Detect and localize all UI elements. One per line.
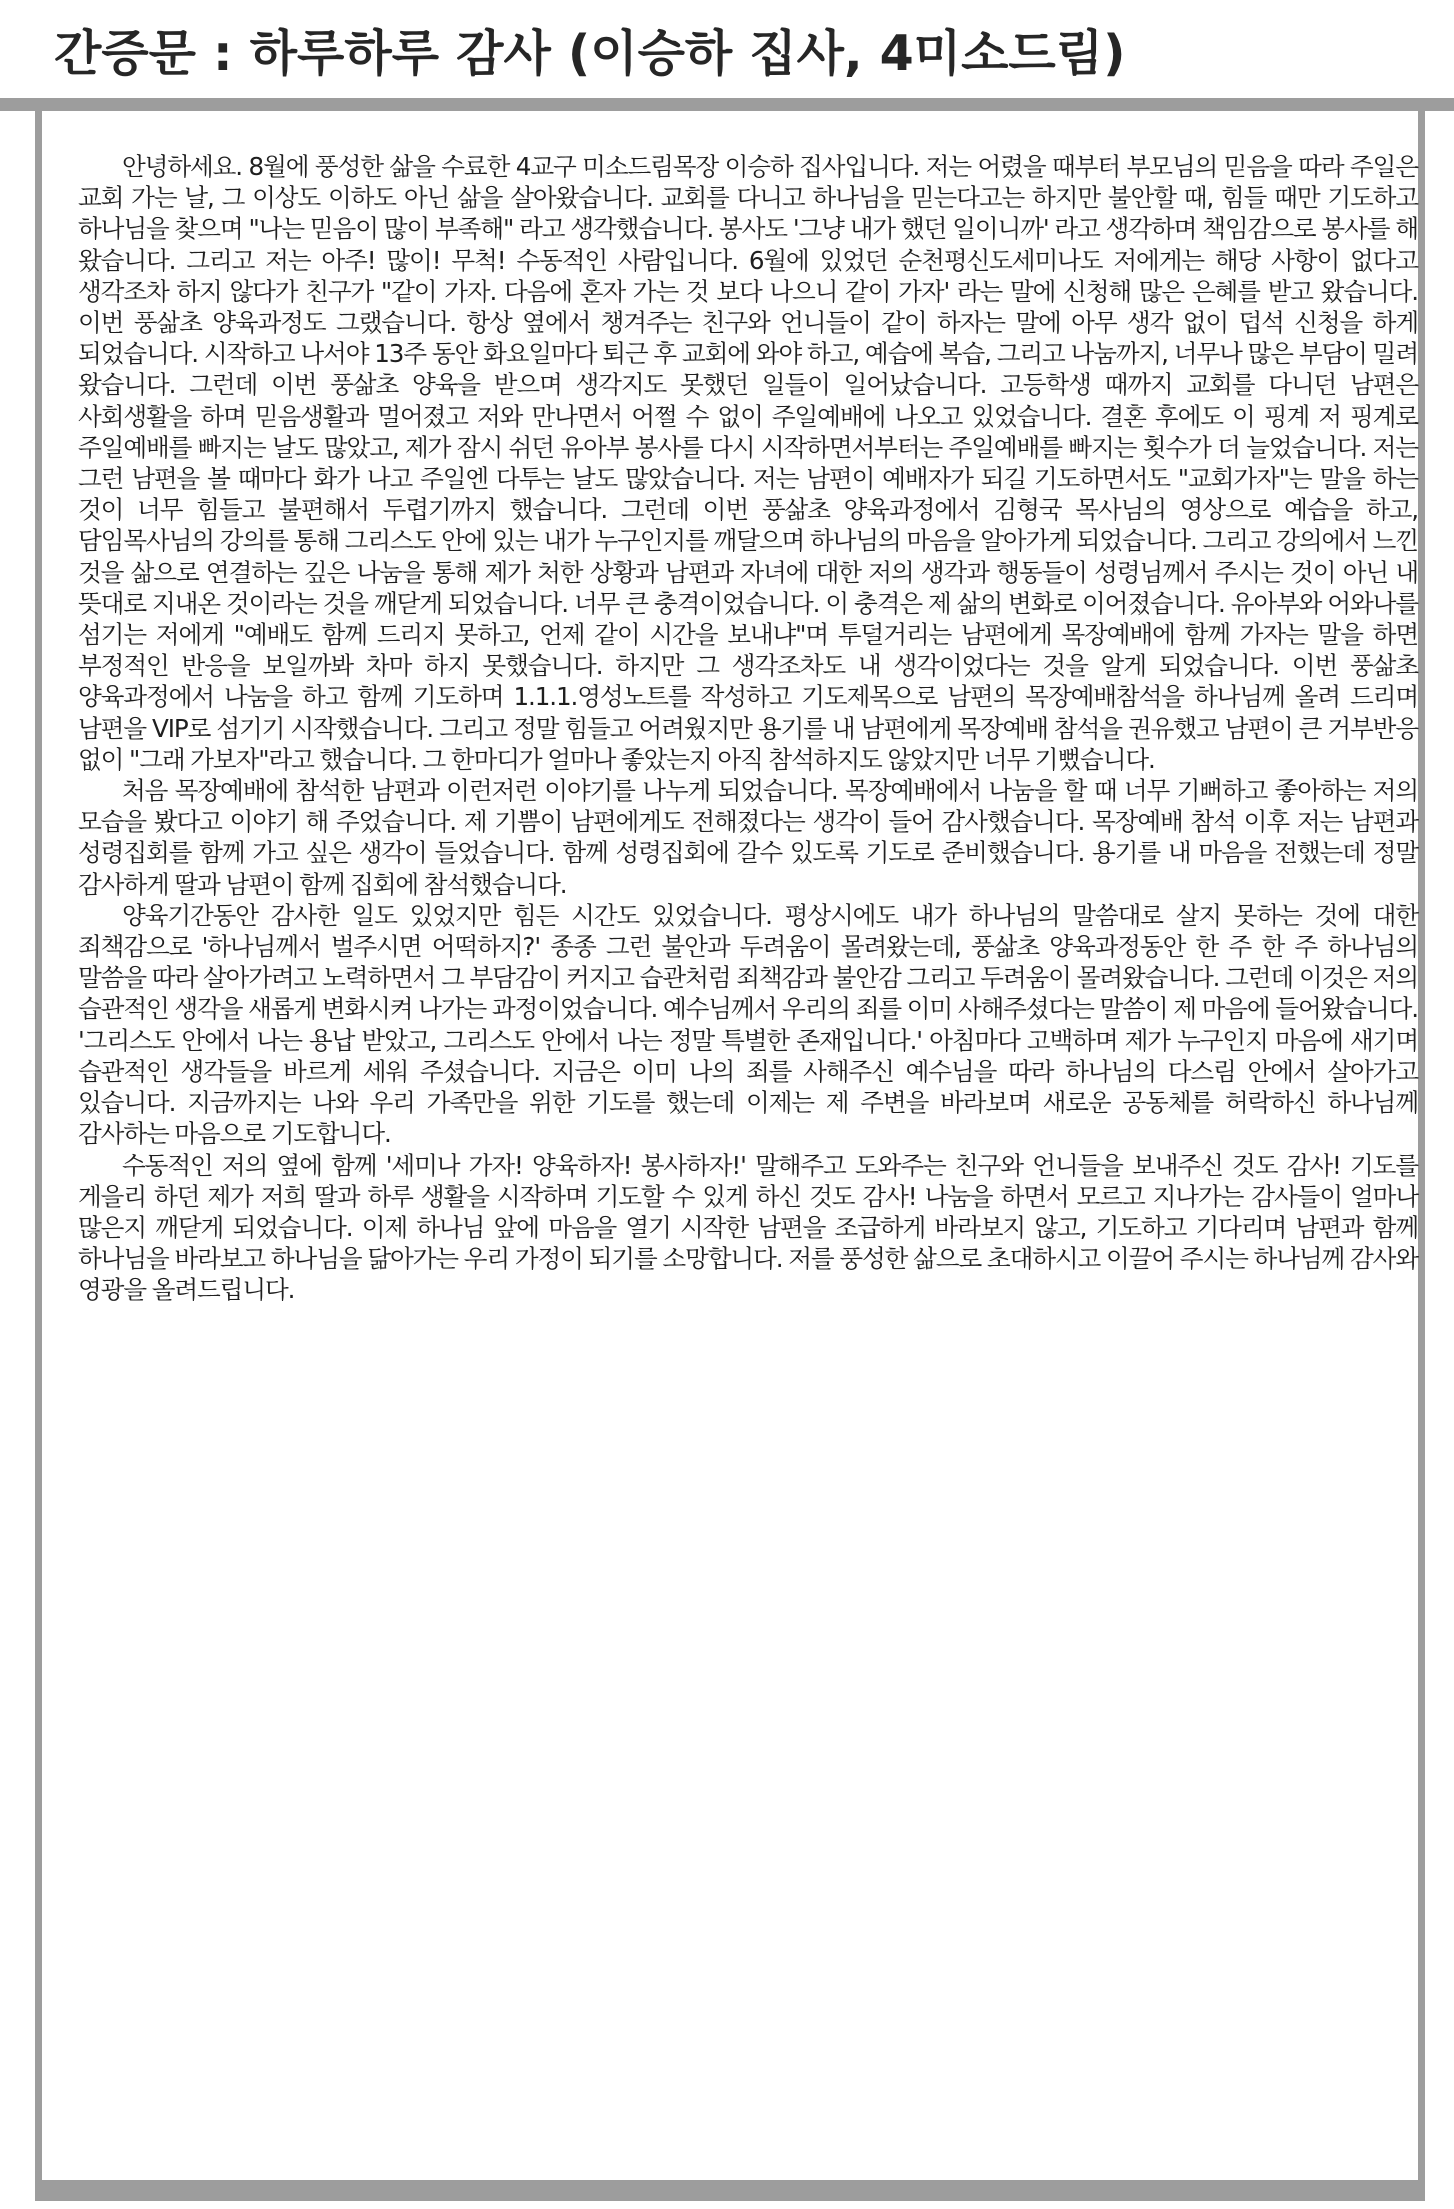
title-divider [0, 98, 1454, 111]
paragraph-2: 처음 목장예배에 참석한 남편과 이런저런 이야기를 나누게 되었습니다. 목장예배에서 나눔을 할 때 너무 기뻐하고 좋아하는 저의 모습을 봤다고 이야기 해 주었습니다. 제 기쁨이 남편에게도 전해졌다는 생각이 들어 감사했습니다. 목장예배 참석 이후 저는 남편과 성령집회를 함께 가고 싶은 생각이 들었습니다. 함께 성령집회에 갈수 있도록 기도로 준비했습니다. 용기를 내 마음을 전했는데 정말 감사하게 딸과 남편이 함께 집회에 참석했습니다. [78, 776, 1418, 899]
article-paper [42, 111, 1418, 2180]
bottom-divider [35, 2189, 1425, 2201]
title-bar [0, 0, 1454, 104]
paragraph-1: 안녕하세요. 8월에 풍성한 삶을 수료한 4교구 미소드림목장 이승하 집사입니다. 저는 어렸을 때부터 부모님의 믿음을 따라 주일은 교회 가는 날, 그 이상도 이하도 아닌 삶을 살아왔습니다. 교회를 다니고 하나님을 믿는다고는 하지만 불안할 때, 힘들 때만 기도하고 하나님을 찾으며 "나는 믿음이 많이 부족해" 라고 생각했습니다. 봉사도 '그냥 내가 했던 일이니까' 라고 생각하며 책임감으로 봉사를 해 왔습니다. 그리고 저는 아주! 많이! 무척! 수동적인 사람입니다. 6월에 있었던 순천평신도세미나도 저에게는 해당 사항이 없다고 생각조차 하지 않다가 친구가 "같이 가자. 다음에 혼자 가는 것 보다 나으니 같이 가자' 라는 말에 신청해 많은 은혜를 받고 왔습니다. 이번 풍삶초 양육과정도 그랬습니다. 항상 옆에서 챙겨주는 친구와 언니들이 같이 하자는 말에 아무 생각 없이 덥석 신청을 하게 되었습니다. 시작하고 나서야 13주 동안 화요일마다 퇴근 후 교회에 와야 하고, 예습에 복습, 그리고 나눔까지, 너무나 많은 부담이 밀려 왔습니다. 그런데 이번 풍삶초 양육을 받으며 생각지도 못했던 일들이 일어났습니다. 고등학생 때까지 교회를 다니던 남편은 사회생활을 하며 믿음생활과 멀어졌고 저와 만나면서 어쩔 수 없이 주일예배에 나오고 있었습니다. 결혼 후에도 이 핑계 저 핑계로 주일예배를 빠지는 날도 많았고, 제가 잠시 쉬던 유아부 봉사를 다시 시작하면서부터는 주일예배를 빠지는 횟수가 더 늘었습니다. 저는 그런 남편을 볼 때마다 화가 나고 주일엔 다투는 날도 많았습니다. 저는 남편이 예배자가 되길 기도하면서도 "교회가자"는 말을 하는 것이 너무 힘들고 불편해서 두렵기까지 했습니다. 그런데 이번 풍삶초 양육과정에서 김형국 목사님의 영상으로 예습을 하고, 담임목사님의 강의를 통해 그리스도 안에 있는 내가 누구인지를 깨달으며 하나님의 마음을 알아가게 되었습니다. 그리고 강의에서 느낀 것을 삶으로 연결하는 깊은 나눔을 통해 제가 처한 상황과 남편과 자녀에 대한 저의 생각과 행동들이 성령님께서 주시는 것이 아닌 내 뜻대로 지내온 것이라는 것을 깨닫게 되었습니다. 너무 큰 충격이었습니다. 이 충격은 제 삶의 변화로 이어졌습니다. 유아부와 어와나를 섬기는 저에게 "예배도 함께 드리지 못하고, 언제 같이 시간을 보내냐"며 투덜거리는 남편에게 목장예배에 함께 가자는 말을 하면 부정적인 반응을 보일까봐 차마 하지 못했습니다. 하지만 그 생각조차도 내 생각이었다는 것을 알게 되었습니다. 이번 풍삶초 양육과정에서 나눔을 하고 함께 기도하며 1.1.1.영성노트를 작성하고 기도제목으로 남편의 목장예배참석을 하나님께 올려 드리며 남편을 VIP로 섬기기 시작했습니다. 그리고 정말 힘들고 어려웠지만 용기를 내 남편에게 목장예배 참석을 권유했고 남편이 큰 거부반응 없이 "그래 가보자"라고 했습니다. 그 한마디가 얼마나 좋았는지 아직 참석하지도 않았지만 너무 기뻤습니다. [78, 152, 1418, 774]
paragraph-3: 양육기간동안 감사한 일도 있었지만 힘든 시간도 있었습니다. 평상시에도 내가 하나님의 말씀대로 살지 못하는 것에 대한 죄책감으로 '하나님께서 벌주시면 어떡하지?' 종종 그런 불안과 두려움이 몰려왔는데, 풍삶초 양육과정동안 한 주 한 주 하나님의 말씀을 따라 살아가려고 노력하면서 그 부담감이 커지고 습관처럼 죄책감과 불안감 그리고 두려움이 몰려왔습니다. 그런데 이것은 저의 습관적인 생각을 새롭게 변화시켜 나가는 과정이었습니다. 예수님께서 우리의 죄를 이미 사해주셨다는 말씀이 제 마음에 들어왔습니다. '그리스도 안에서 나는 용납 받았고, 그리스도 안에서 나는 정말 특별한 존재입니다.' 아침마다 고백하며 제가 누구인지 마음에 새기며 습관적인 생각들을 바르게 세워 주셨습니다. 지금은 이미 나의 죄를 사해주신 예수님을 따라 하나님의 다스림 안에서 살아가고 있습니다. 지금까지는 나와 우리 가족만을 위한 기도를 했는데 이제는 제 주변을 바라보며 새로운 공동체를 허락하신 하나님께 감사하는 마음으로 기도합니다. [78, 900, 1418, 1149]
article-frame [35, 111, 1425, 2189]
page-title: 간증문 : 하루하루 감사 (이승하 집사, 4미소드림) [54, 25, 1126, 82]
article-body [78, 151, 1418, 1306]
paragraph-4: 수동적인 저의 옆에 함께 '세미나 가자! 양육하자! 봉사하자!' 말해주고 도와주는 친구와 언니들을 보내주신 것도 감사! 기도를 게을리 하던 제가 저희 딸과 하루 생활을 시작하며 기도할 수 있게 하신 것도 감사! 나눔을 하면서 모르고 지나가는 감사들이 얼마나 많은지 깨닫게 되었습니다. 이제 하나님 앞에 마음을 열기 시작한 남편을 조급하게 바라보지 않고, 기도하고 기다리며 남편과 함께 하나님을 바라보고 하나님을 닮아가는 우리 가정이 되기를 소망합니다. 저를 풍성한 삶으로 초대하시고 이끌어 주시는 하나님께 감사와 영광을 올려드립니다. [78, 1150, 1418, 1305]
